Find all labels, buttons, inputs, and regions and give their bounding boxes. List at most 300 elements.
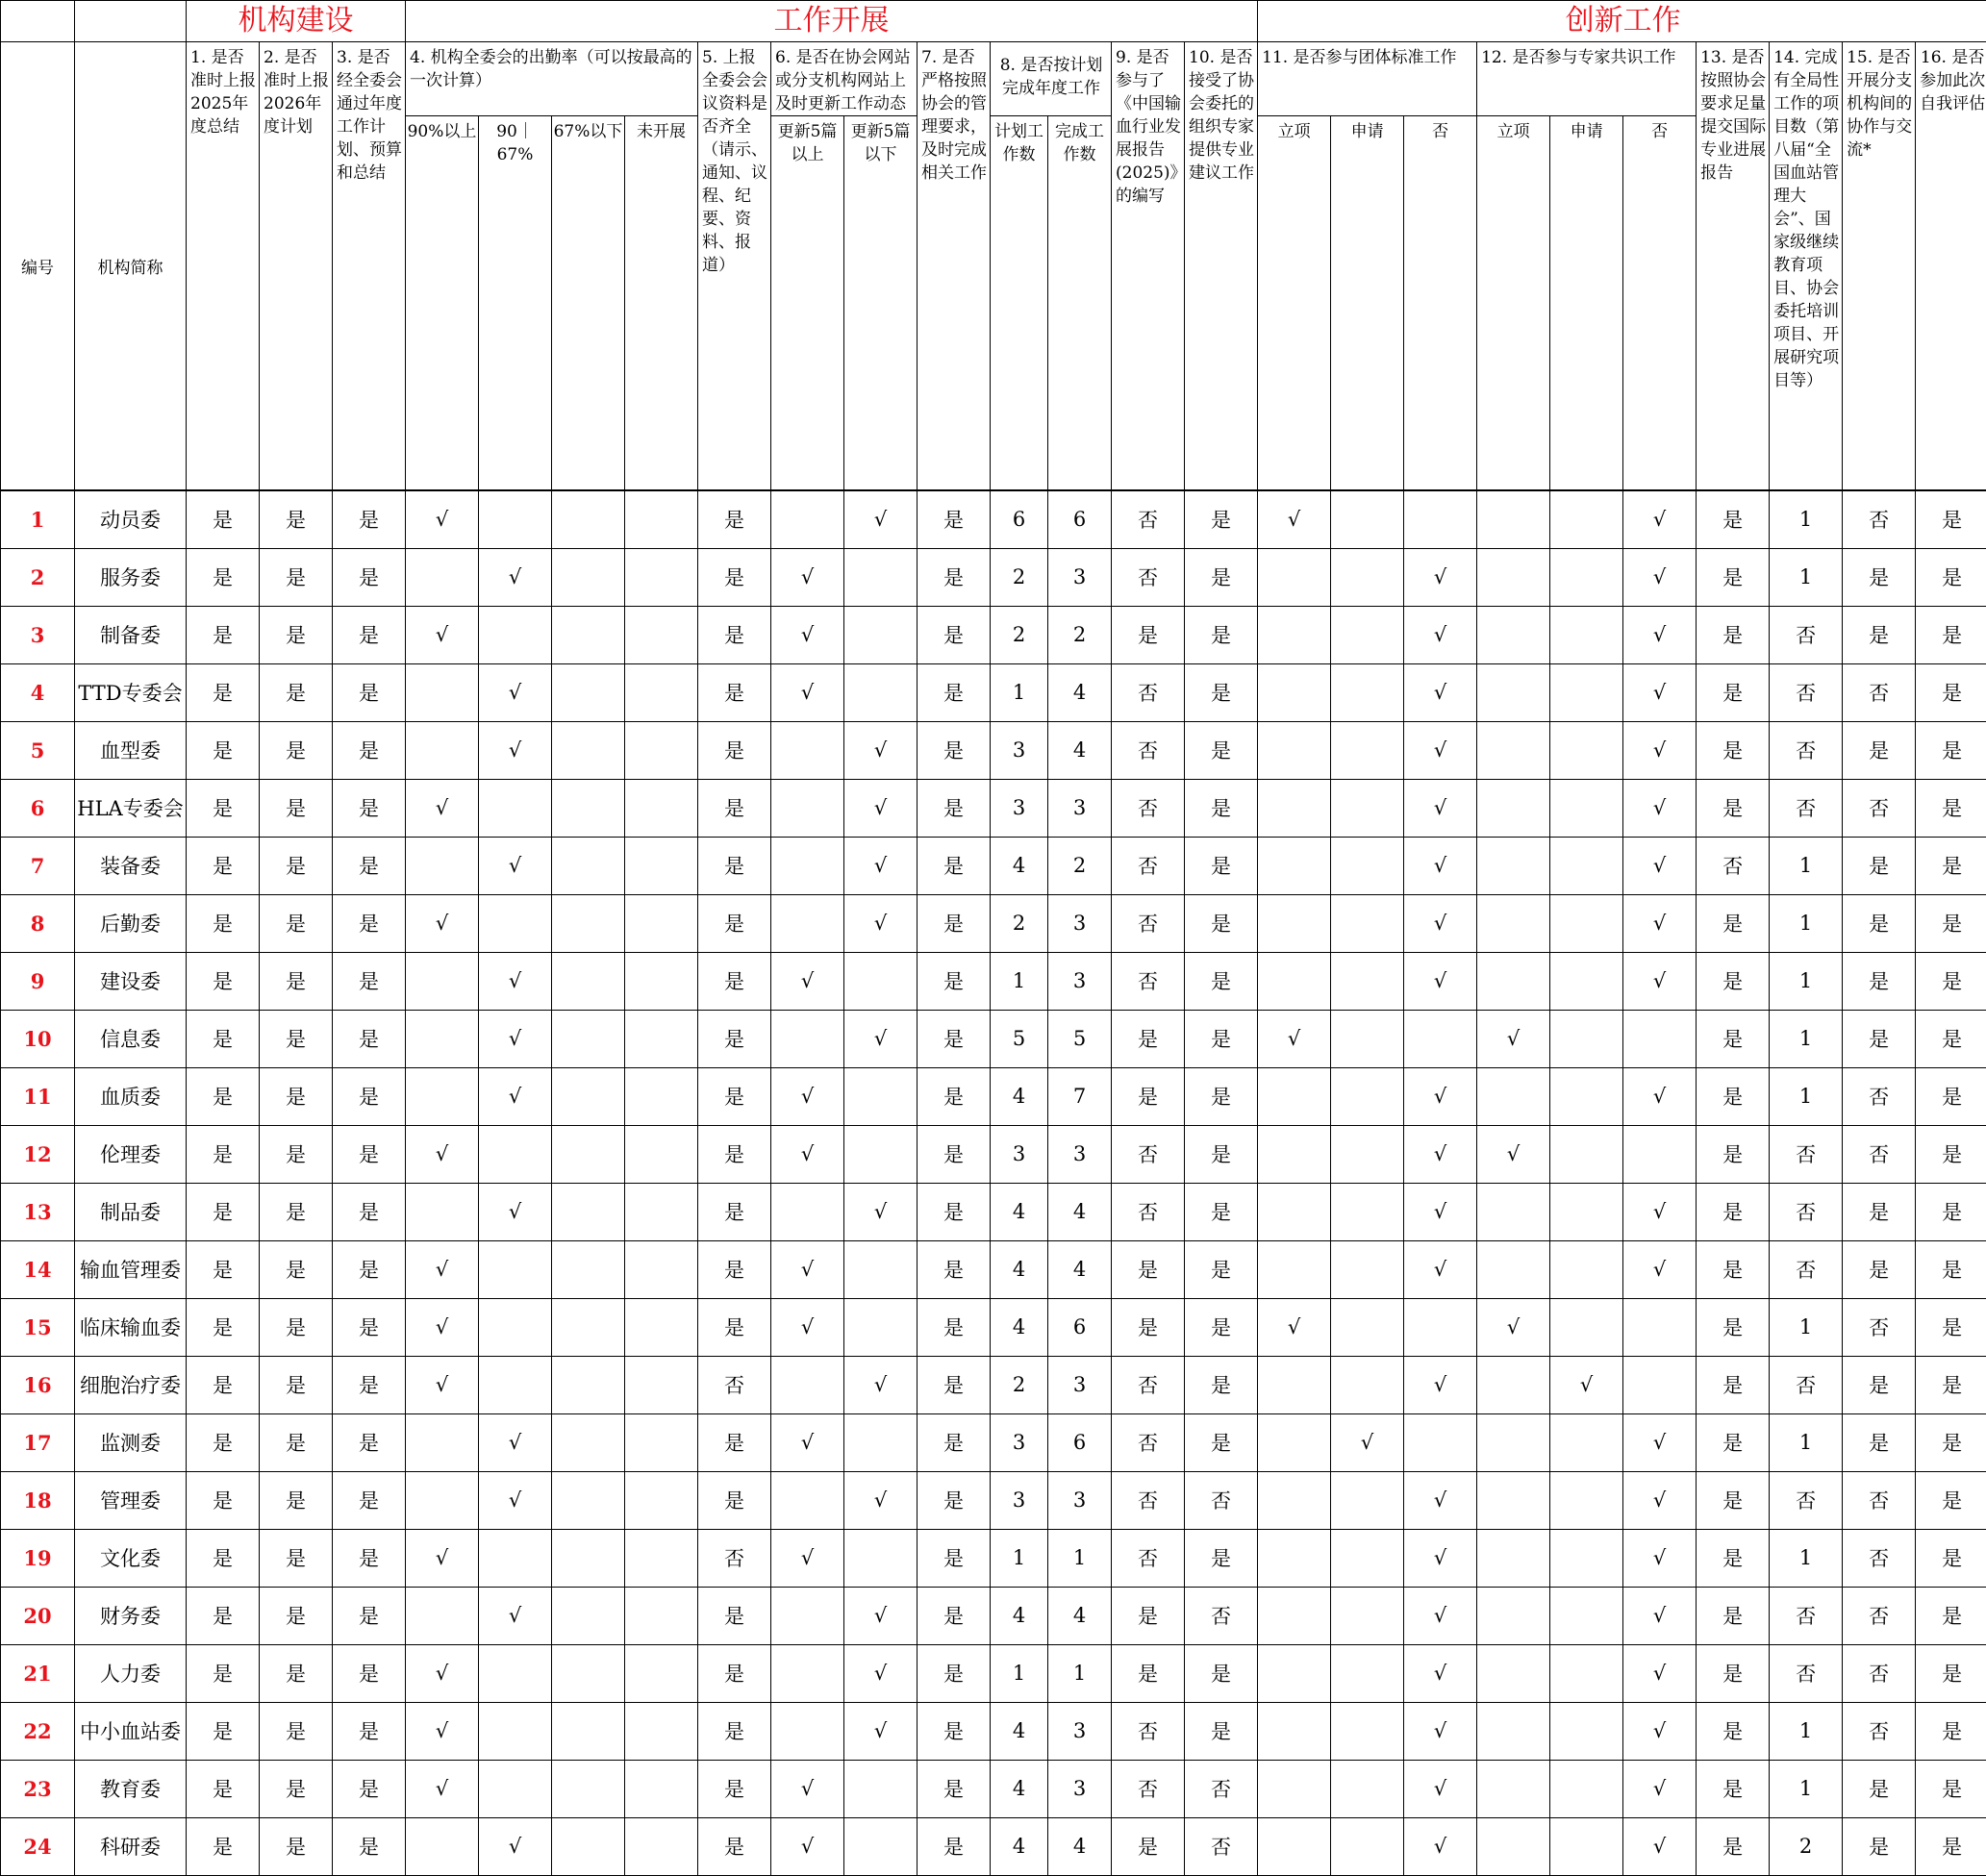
cell-col-6 xyxy=(552,894,625,952)
cell-col-2: 是 xyxy=(260,663,333,721)
org-name: 血型委 xyxy=(75,721,187,779)
cell-col-16 xyxy=(1258,837,1331,894)
cell-col-6 xyxy=(552,1010,625,1067)
cell-col-18: √ xyxy=(1404,1183,1477,1240)
cell-col-4: √ xyxy=(406,1298,479,1356)
cell-col-5: √ xyxy=(479,1413,552,1471)
cell-col-10: √ xyxy=(844,721,918,779)
header-q12: 12. 是否参与专家共识工作 xyxy=(1477,42,1697,116)
cell-col-14: 是 xyxy=(1112,606,1185,663)
cell-col-10: √ xyxy=(844,1010,918,1067)
cell-col-24: 否 xyxy=(1843,779,1916,837)
cell-col-18: √ xyxy=(1404,548,1477,606)
cell-col-17 xyxy=(1331,1760,1404,1817)
cell-col-2: 是 xyxy=(260,779,333,837)
cell-col-8: 是 xyxy=(698,1298,771,1356)
cell-col-7 xyxy=(625,1587,698,1644)
cell-col-13: 3 xyxy=(1048,779,1112,837)
cell-col-6 xyxy=(552,1587,625,1644)
cell-col-14: 否 xyxy=(1112,1702,1185,1760)
cell-col-15: 是 xyxy=(1185,1010,1258,1067)
cell-col-9: √ xyxy=(771,1760,844,1817)
cell-col-22: 是 xyxy=(1697,779,1770,837)
cell-col-11: 是 xyxy=(918,1067,991,1125)
cell-col-13: 3 xyxy=(1048,1356,1112,1413)
sub-q4-90-67: 90｜67% xyxy=(479,116,552,490)
cell-col-1: 是 xyxy=(187,1760,260,1817)
cell-col-17 xyxy=(1331,606,1404,663)
cell-col-5: √ xyxy=(479,1067,552,1125)
cell-col-6 xyxy=(552,1702,625,1760)
cell-col-7 xyxy=(625,779,698,837)
cell-col-2: 是 xyxy=(260,606,333,663)
row-number: 5 xyxy=(1,721,75,779)
cell-col-11: 是 xyxy=(918,1010,991,1067)
cell-col-7 xyxy=(625,1010,698,1067)
cell-col-15: 是 xyxy=(1185,721,1258,779)
cell-col-19 xyxy=(1477,1529,1550,1587)
cell-col-23: 1 xyxy=(1770,1413,1843,1471)
cell-col-13: 3 xyxy=(1048,548,1112,606)
cell-col-21: √ xyxy=(1623,548,1697,606)
cell-col-7 xyxy=(625,606,698,663)
cell-col-4: √ xyxy=(406,490,479,549)
cell-col-20: √ xyxy=(1550,1356,1623,1413)
cell-col-11: 是 xyxy=(918,1702,991,1760)
cell-col-13: 2 xyxy=(1048,606,1112,663)
cell-col-11: 是 xyxy=(918,837,991,894)
cell-col-14: 是 xyxy=(1112,1587,1185,1644)
cell-col-3: 是 xyxy=(333,490,406,549)
cell-col-7 xyxy=(625,952,698,1010)
cell-col-1: 是 xyxy=(187,1471,260,1529)
cell-col-5: √ xyxy=(479,1587,552,1644)
cell-col-22: 是 xyxy=(1697,1644,1770,1702)
header-q1: 1. 是否准时上报2025年度总结 xyxy=(187,42,260,490)
cell-col-23: 1 xyxy=(1770,1702,1843,1760)
cell-col-13: 3 xyxy=(1048,894,1112,952)
cell-col-5: √ xyxy=(479,952,552,1010)
cell-col-15: 是 xyxy=(1185,837,1258,894)
cell-col-5 xyxy=(479,490,552,549)
row-number: 11 xyxy=(1,1067,75,1125)
cell-col-4 xyxy=(406,1471,479,1529)
cell-col-20 xyxy=(1550,779,1623,837)
cell-col-1: 是 xyxy=(187,1529,260,1587)
cell-col-18: √ xyxy=(1404,1587,1477,1644)
cell-col-11: 是 xyxy=(918,1356,991,1413)
cell-col-2: 是 xyxy=(260,1356,333,1413)
table-row xyxy=(1,548,1986,606)
cell-col-4: √ xyxy=(406,1529,479,1587)
cell-col-23: 否 xyxy=(1770,721,1843,779)
cell-col-16: √ xyxy=(1258,1010,1331,1067)
cell-col-3: 是 xyxy=(333,894,406,952)
cell-col-18 xyxy=(1404,1413,1477,1471)
cell-col-19: √ xyxy=(1477,1125,1550,1183)
cell-col-12: 4 xyxy=(991,1817,1048,1875)
cell-col-7 xyxy=(625,663,698,721)
cell-col-14: 否 xyxy=(1112,1471,1185,1529)
cell-col-12: 4 xyxy=(991,1702,1048,1760)
cell-col-4: √ xyxy=(406,1702,479,1760)
cell-col-3: 是 xyxy=(333,548,406,606)
table-row xyxy=(1,1125,1986,1183)
cell-col-16 xyxy=(1258,606,1331,663)
cell-col-1: 是 xyxy=(187,1356,260,1413)
cell-col-23: 1 xyxy=(1770,1529,1843,1587)
cell-col-7 xyxy=(625,1298,698,1356)
row-number: 15 xyxy=(1,1298,75,1356)
header-q10: 10. 是否接受了协会委托的组织专家提供专业建议工作 xyxy=(1185,42,1258,490)
cell-col-14: 是 xyxy=(1112,1817,1185,1875)
cell-col-1: 是 xyxy=(187,663,260,721)
cell-col-5 xyxy=(479,1702,552,1760)
cell-col-10: √ xyxy=(844,779,918,837)
cell-col-23: 否 xyxy=(1770,663,1843,721)
cell-col-16 xyxy=(1258,779,1331,837)
cell-col-20 xyxy=(1550,721,1623,779)
cell-col-2: 是 xyxy=(260,952,333,1010)
cell-col-18: √ xyxy=(1404,1702,1477,1760)
cell-col-25: 是 xyxy=(1916,1067,1986,1125)
cell-col-3: 是 xyxy=(333,1587,406,1644)
org-name: 建设委 xyxy=(75,952,187,1010)
row-number: 8 xyxy=(1,894,75,952)
cell-col-7 xyxy=(625,1125,698,1183)
cell-col-24: 是 xyxy=(1843,1413,1916,1471)
cell-col-23: 1 xyxy=(1770,1010,1843,1067)
cell-col-13: 4 xyxy=(1048,663,1112,721)
cell-col-25: 是 xyxy=(1916,1702,1986,1760)
cell-col-21 xyxy=(1623,1125,1697,1183)
org-name: 制备委 xyxy=(75,606,187,663)
table-row xyxy=(1,1760,1986,1817)
table-row xyxy=(1,1471,1986,1529)
cell-col-3: 是 xyxy=(333,1356,406,1413)
cell-col-25: 是 xyxy=(1916,1413,1986,1471)
cell-col-1: 是 xyxy=(187,490,260,549)
cell-col-10 xyxy=(844,1529,918,1587)
cell-col-2: 是 xyxy=(260,490,333,549)
cell-col-15: 是 xyxy=(1185,606,1258,663)
row-number: 22 xyxy=(1,1702,75,1760)
cell-col-5: √ xyxy=(479,721,552,779)
sub-q12-no: 否 xyxy=(1623,116,1697,490)
cell-col-25: 是 xyxy=(1916,1298,1986,1356)
cell-col-18: √ xyxy=(1404,1760,1477,1817)
cell-col-4 xyxy=(406,1817,479,1875)
cell-col-4: √ xyxy=(406,1644,479,1702)
cell-col-23: 1 xyxy=(1770,952,1843,1010)
table-row xyxy=(1,1356,1986,1413)
cell-col-8: 是 xyxy=(698,548,771,606)
cell-col-14: 否 xyxy=(1112,1760,1185,1817)
cell-col-8: 否 xyxy=(698,1529,771,1587)
cell-col-1: 是 xyxy=(187,1240,260,1298)
table-row xyxy=(1,606,1986,663)
cell-col-12: 1 xyxy=(991,952,1048,1010)
header-q11: 11. 是否参与团体标准工作 xyxy=(1258,42,1477,116)
cell-col-23: 1 xyxy=(1770,548,1843,606)
cell-col-12: 2 xyxy=(991,1356,1048,1413)
cell-col-5: √ xyxy=(479,837,552,894)
cell-col-23: 1 xyxy=(1770,1760,1843,1817)
cell-col-10 xyxy=(844,1067,918,1125)
cell-col-13: 1 xyxy=(1048,1529,1112,1587)
cell-col-4 xyxy=(406,1183,479,1240)
cell-col-5 xyxy=(479,894,552,952)
cell-col-9 xyxy=(771,779,844,837)
cell-col-8: 是 xyxy=(698,721,771,779)
cell-col-2: 是 xyxy=(260,1644,333,1702)
cell-col-6 xyxy=(552,1298,625,1356)
cell-col-14: 否 xyxy=(1112,952,1185,1010)
cell-col-8: 是 xyxy=(698,490,771,549)
cell-col-18 xyxy=(1404,490,1477,549)
cell-col-16 xyxy=(1258,952,1331,1010)
cell-col-4 xyxy=(406,1587,479,1644)
cell-col-13: 6 xyxy=(1048,1298,1112,1356)
cell-col-16 xyxy=(1258,1760,1331,1817)
cell-col-13: 3 xyxy=(1048,1702,1112,1760)
cell-col-10: √ xyxy=(844,837,918,894)
cell-col-19 xyxy=(1477,1817,1550,1875)
cell-col-15: 是 xyxy=(1185,1067,1258,1125)
cell-col-10: √ xyxy=(844,1644,918,1702)
cell-col-15: 是 xyxy=(1185,779,1258,837)
cell-col-11: 是 xyxy=(918,894,991,952)
cell-col-12: 3 xyxy=(991,1125,1048,1183)
cell-col-20 xyxy=(1550,1298,1623,1356)
cell-col-6 xyxy=(552,952,625,1010)
cell-col-15: 是 xyxy=(1185,1298,1258,1356)
cell-col-5: √ xyxy=(479,1471,552,1529)
cell-col-20 xyxy=(1550,1702,1623,1760)
cell-col-10 xyxy=(844,663,918,721)
header-q8: 8. 是否按计划完成年度工作 xyxy=(991,42,1112,116)
cell-col-20 xyxy=(1550,490,1623,549)
cell-col-19 xyxy=(1477,1471,1550,1529)
cell-col-5 xyxy=(479,1356,552,1413)
cell-col-8: 是 xyxy=(698,1644,771,1702)
row-number: 2 xyxy=(1,548,75,606)
cell-col-15: 是 xyxy=(1185,1125,1258,1183)
cell-col-20 xyxy=(1550,1760,1623,1817)
cell-col-12: 3 xyxy=(991,1471,1048,1529)
cell-col-5: √ xyxy=(479,663,552,721)
cell-col-3: 是 xyxy=(333,1183,406,1240)
cell-col-3: 是 xyxy=(333,952,406,1010)
cell-col-25: 是 xyxy=(1916,721,1986,779)
cell-col-12: 4 xyxy=(991,1240,1048,1298)
cell-col-25: 是 xyxy=(1916,548,1986,606)
cell-col-8: 是 xyxy=(698,1413,771,1471)
cell-col-20 xyxy=(1550,952,1623,1010)
cell-col-18: √ xyxy=(1404,1529,1477,1587)
cell-col-15: 是 xyxy=(1185,663,1258,721)
org-name: 服务委 xyxy=(75,548,187,606)
cell-col-24: 是 xyxy=(1843,1010,1916,1067)
cell-col-2: 是 xyxy=(260,1067,333,1125)
cell-col-18: √ xyxy=(1404,721,1477,779)
cell-col-6 xyxy=(552,1413,625,1471)
cell-col-17 xyxy=(1331,952,1404,1010)
sub-q11-approved: 立项 xyxy=(1258,116,1331,490)
cell-col-15: 是 xyxy=(1185,1529,1258,1587)
section-work: 工作开展 xyxy=(406,1,1258,42)
cell-col-6 xyxy=(552,1471,625,1529)
cell-col-9: √ xyxy=(771,663,844,721)
cell-col-18 xyxy=(1404,1298,1477,1356)
cell-col-13: 5 xyxy=(1048,1010,1112,1067)
cell-col-14: 否 xyxy=(1112,837,1185,894)
cell-col-11: 是 xyxy=(918,952,991,1010)
cell-col-13: 6 xyxy=(1048,1413,1112,1471)
cell-col-21: √ xyxy=(1623,894,1697,952)
cell-col-14: 是 xyxy=(1112,1298,1185,1356)
cell-col-6 xyxy=(552,1529,625,1587)
cell-col-7 xyxy=(625,837,698,894)
cell-col-8: 是 xyxy=(698,1471,771,1529)
cell-col-6 xyxy=(552,1183,625,1240)
cell-col-12: 5 xyxy=(991,1010,1048,1067)
header-id: 编号 xyxy=(1,42,75,490)
cell-col-11: 是 xyxy=(918,1587,991,1644)
org-name: HLA专委会 xyxy=(75,779,187,837)
cell-col-8: 否 xyxy=(698,1356,771,1413)
sub-q12-applied: 申请 xyxy=(1550,116,1623,490)
cell-col-15: 是 xyxy=(1185,1356,1258,1413)
cell-col-13: 6 xyxy=(1048,490,1112,549)
cell-col-14: 是 xyxy=(1112,1067,1185,1125)
cell-col-11: 是 xyxy=(918,1240,991,1298)
cell-col-8: 是 xyxy=(698,1010,771,1067)
sub-q4-below67: 67%以下 xyxy=(552,116,625,490)
cell-col-21 xyxy=(1623,1298,1697,1356)
cell-col-19 xyxy=(1477,548,1550,606)
cell-col-23: 1 xyxy=(1770,894,1843,952)
cell-col-23: 否 xyxy=(1770,779,1843,837)
cell-col-25: 是 xyxy=(1916,1760,1986,1817)
cell-col-15: 是 xyxy=(1185,1644,1258,1702)
cell-col-3: 是 xyxy=(333,1413,406,1471)
cell-col-7 xyxy=(625,1702,698,1760)
cell-col-15: 否 xyxy=(1185,1817,1258,1875)
cell-col-17 xyxy=(1331,1125,1404,1183)
cell-col-3: 是 xyxy=(333,721,406,779)
cell-col-18: √ xyxy=(1404,1356,1477,1413)
cell-col-14: 否 xyxy=(1112,894,1185,952)
cell-col-3: 是 xyxy=(333,1644,406,1702)
cell-col-6 xyxy=(552,1125,625,1183)
cell-col-15: 是 xyxy=(1185,894,1258,952)
cell-col-16: √ xyxy=(1258,1298,1331,1356)
cell-col-17 xyxy=(1331,721,1404,779)
row-number: 10 xyxy=(1,1010,75,1067)
cell-col-25: 是 xyxy=(1916,606,1986,663)
table-row xyxy=(1,952,1986,1010)
cell-col-23: 否 xyxy=(1770,606,1843,663)
cell-col-21 xyxy=(1623,1010,1697,1067)
cell-col-14: 否 xyxy=(1112,1125,1185,1183)
cell-col-19 xyxy=(1477,1240,1550,1298)
cell-col-14: 否 xyxy=(1112,779,1185,837)
cell-col-24: 否 xyxy=(1843,1644,1916,1702)
row-number: 9 xyxy=(1,952,75,1010)
cell-col-15: 否 xyxy=(1185,1760,1258,1817)
cell-col-15: 是 xyxy=(1185,1240,1258,1298)
cell-col-2: 是 xyxy=(260,1010,333,1067)
cell-col-24: 是 xyxy=(1843,952,1916,1010)
header-q7: 7. 是否严格按照协会的管理要求，及时完成相关工作 xyxy=(918,42,991,490)
cell-col-1: 是 xyxy=(187,1587,260,1644)
cell-col-25: 是 xyxy=(1916,1125,1986,1183)
cell-col-7 xyxy=(625,1760,698,1817)
cell-col-11: 是 xyxy=(918,1413,991,1471)
cell-col-4: √ xyxy=(406,894,479,952)
cell-col-21: √ xyxy=(1623,1702,1697,1760)
cell-col-17 xyxy=(1331,1471,1404,1529)
cell-col-22: 是 xyxy=(1697,1010,1770,1067)
cell-col-4 xyxy=(406,1067,479,1125)
cell-col-6 xyxy=(552,1817,625,1875)
cell-col-11: 是 xyxy=(918,1183,991,1240)
row-number: 14 xyxy=(1,1240,75,1298)
cell-col-21: √ xyxy=(1623,779,1697,837)
cell-col-24: 是 xyxy=(1843,1240,1916,1298)
cell-col-22: 是 xyxy=(1697,1529,1770,1587)
cell-col-11: 是 xyxy=(918,548,991,606)
header-q13: 13. 是否按照协会要求足量提交国际专业进展报告 xyxy=(1697,42,1770,490)
cell-col-23: 否 xyxy=(1770,1125,1843,1183)
cell-col-10 xyxy=(844,1125,918,1183)
table-row xyxy=(1,1644,1986,1702)
cell-col-23: 1 xyxy=(1770,1298,1843,1356)
table-row xyxy=(1,1702,1986,1760)
table-row xyxy=(1,721,1986,779)
cell-col-6 xyxy=(552,1356,625,1413)
cell-col-14: 是 xyxy=(1112,1240,1185,1298)
cell-col-18: √ xyxy=(1404,1644,1477,1702)
cell-col-21: √ xyxy=(1623,1817,1697,1875)
cell-col-23: 否 xyxy=(1770,1587,1843,1644)
cell-col-19 xyxy=(1477,837,1550,894)
cell-col-20 xyxy=(1550,1817,1623,1875)
cell-col-3: 是 xyxy=(333,1702,406,1760)
cell-col-1: 是 xyxy=(187,1644,260,1702)
sub-q4-above90: 90%以上 xyxy=(406,116,479,490)
cell-col-7 xyxy=(625,894,698,952)
cell-col-21: √ xyxy=(1623,1760,1697,1817)
table-row xyxy=(1,1529,1986,1587)
cell-col-22: 是 xyxy=(1697,1356,1770,1413)
cell-col-20 xyxy=(1550,1183,1623,1240)
cell-col-4: √ xyxy=(406,1760,479,1817)
cell-col-9 xyxy=(771,1644,844,1702)
cell-col-1: 是 xyxy=(187,1298,260,1356)
cell-col-2: 是 xyxy=(260,1413,333,1471)
cell-col-19 xyxy=(1477,1413,1550,1471)
cell-col-12: 2 xyxy=(991,894,1048,952)
cell-col-22: 是 xyxy=(1697,721,1770,779)
cell-col-12: 2 xyxy=(991,606,1048,663)
sub-q11-no: 否 xyxy=(1404,116,1477,490)
cell-col-6 xyxy=(552,490,625,549)
table-row xyxy=(1,1413,1986,1471)
cell-col-24: 是 xyxy=(1843,837,1916,894)
cell-col-3: 是 xyxy=(333,1817,406,1875)
